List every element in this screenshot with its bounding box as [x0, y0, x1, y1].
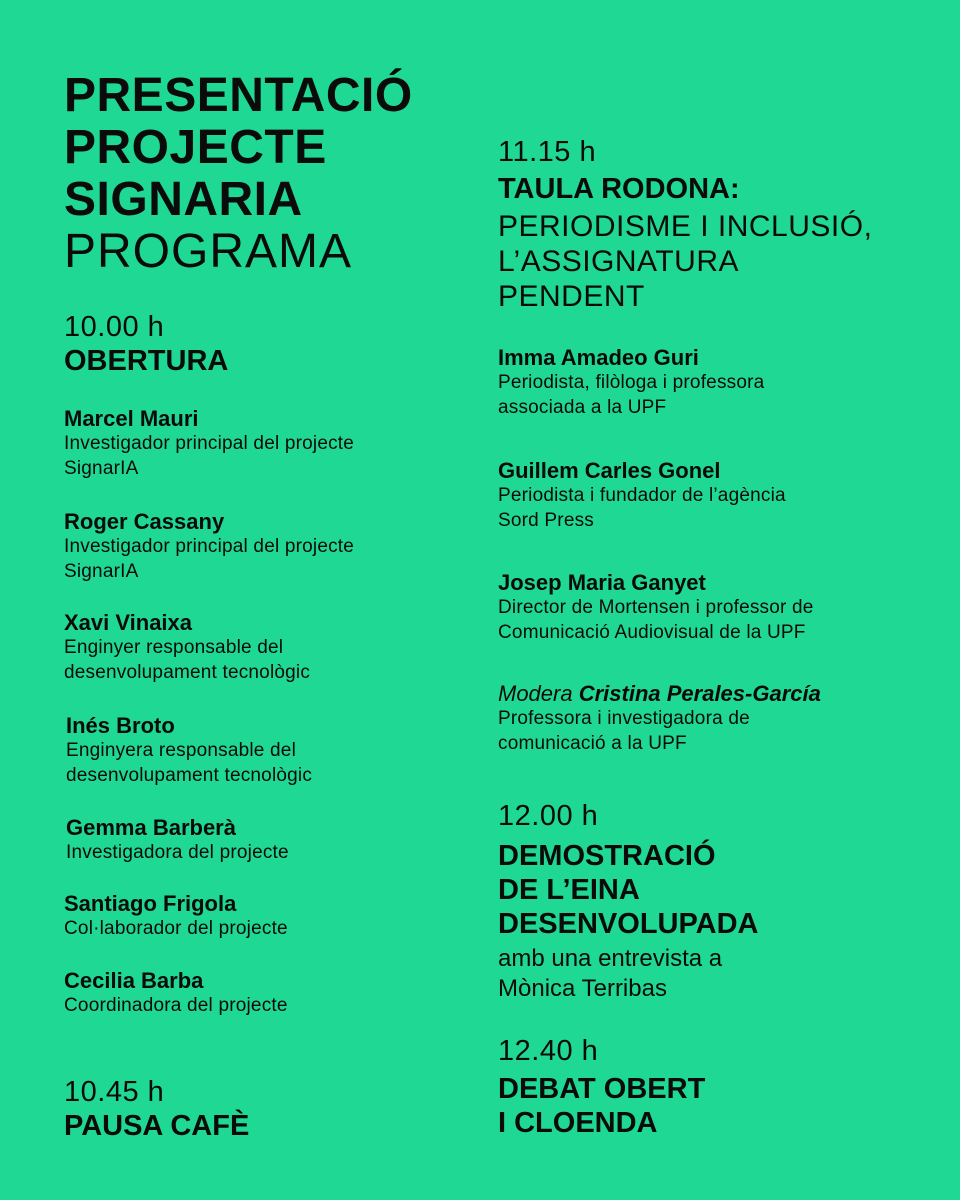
speaker-role: Investigador principal del projecte — [64, 536, 355, 557]
speaker-role: Coordinadora del projecte — [64, 995, 288, 1016]
speaker-role: Enginyer responsable del — [64, 637, 284, 658]
demo-subtitle — [498, 944, 722, 1004]
demo-title-line: DESENVOLUPADA — [498, 908, 759, 940]
moderator-role: comunicació a la UPF — [498, 732, 687, 754]
debate-title-line: I CLOENDA — [498, 1107, 658, 1139]
demo-title-line: DEMOSTRACIÓ — [498, 840, 716, 872]
speaker — [498, 570, 814, 645]
speaker-role: Investigadora del projecte — [66, 842, 289, 863]
demo-sub-line: amb una entrevista a — [498, 945, 723, 972]
speaker — [498, 345, 764, 420]
debate-time: 12.40 h — [498, 1035, 599, 1067]
page-title — [64, 70, 413, 278]
speaker-name: Roger Cassany — [64, 509, 225, 534]
speaker-name: Inés Broto — [66, 713, 175, 738]
demo-title-line: DE L’EINA — [498, 874, 640, 906]
opening-time: 10.00 h — [64, 311, 165, 343]
speaker-role: Periodista, filòloga i professora — [498, 372, 765, 393]
speaker-name: Josep Maria Ganyet — [498, 570, 706, 595]
speaker-role: Comunicació Audiovisual de la UPF — [498, 621, 806, 643]
speaker-name: Xavi Vinaixa — [64, 610, 193, 635]
speaker-name: Santiago Frigola — [64, 891, 237, 916]
round-table-time: 11.15 h — [498, 136, 597, 168]
title-line: PROJECTE — [64, 121, 327, 174]
speaker — [64, 968, 288, 1019]
speaker — [66, 713, 312, 788]
speaker-role: Periodista i fundador de l’agència — [498, 485, 786, 506]
speaker-role: desenvolupament tecnològic — [66, 764, 313, 786]
speaker — [64, 891, 288, 942]
speaker-name: Cecilia Barba — [64, 968, 204, 993]
speaker-role: Col·laborador del projecte — [64, 918, 288, 939]
speaker-role: Enginyera responsable del — [66, 740, 296, 761]
moderator-line — [498, 681, 821, 707]
page-subtitle: PROGRAMA — [64, 225, 353, 278]
speaker — [64, 406, 354, 481]
speaker — [64, 610, 310, 685]
speaker-role: associada a la UPF — [498, 396, 667, 418]
subtitle-line: PENDENT — [498, 280, 645, 313]
speaker-role: SignarIA — [64, 457, 139, 479]
subtitle-line: PERIODISME I INCLUSIÓ, — [498, 210, 873, 243]
demo-time: 12.00 h — [498, 800, 599, 832]
speaker-role: Sord Press — [498, 509, 594, 531]
debate-title — [498, 1072, 705, 1140]
moderator-prefix: Modera — [498, 681, 573, 706]
speaker-role: desenvolupament tecnològic — [64, 661, 311, 683]
speaker-role: Investigador principal del projecte — [64, 433, 355, 454]
speaker-name: Imma Amadeo Guri — [498, 345, 699, 370]
speaker — [64, 509, 354, 584]
speaker-role: Director de Mortensen i professor de — [498, 597, 814, 618]
speaker — [498, 458, 786, 533]
title-line: SIGNARIA — [64, 173, 303, 226]
subtitle-line: L’ASSIGNATURA — [498, 245, 740, 278]
speaker — [66, 815, 289, 866]
moderator — [498, 681, 821, 756]
speaker-role: SignarIA — [64, 560, 139, 582]
round-table-title: TAULA RODONA: — [498, 173, 740, 205]
debate-title-line: DEBAT OBERT — [498, 1073, 706, 1105]
speaker-name: Gemma Barberà — [66, 815, 236, 840]
opening-title: OBERTURA — [64, 345, 229, 377]
break-time: 10.45 h — [64, 1076, 165, 1108]
round-table-subtitle — [498, 209, 872, 314]
moderator-name: Cristina Perales-García — [578, 681, 821, 706]
demo-title — [498, 839, 759, 941]
title-line: PRESENTACIÓ — [64, 69, 413, 122]
speaker-name: Marcel Mauri — [64, 406, 199, 431]
speaker-name: Guillem Carles Gonel — [498, 458, 721, 483]
moderator-role: Professora i investigadora de — [498, 708, 750, 729]
demo-sub-line: Mònica Terribas — [498, 975, 667, 1002]
break-title: PAUSA CAFÈ — [64, 1110, 250, 1142]
